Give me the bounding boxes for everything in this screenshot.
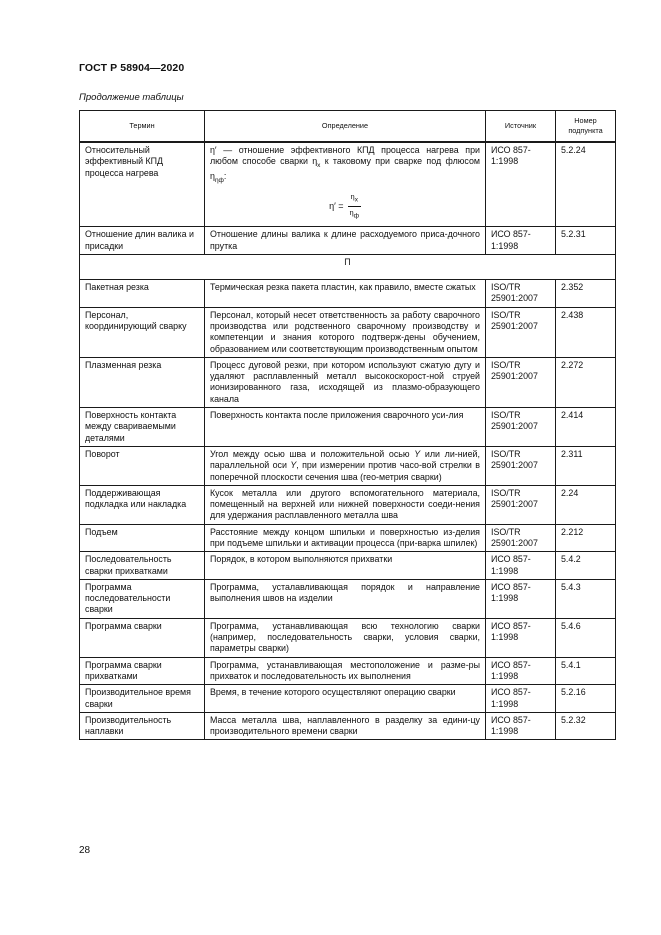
- definition-cell: Угол между осью шва и положительной осью Y или ли-нией, параллельной оси Y, при измерении против часо-вой стрелки в поперечной плоскости сечения шва (гео-метрия сварки): [205, 446, 486, 485]
- table-header-row: [80, 111, 616, 143]
- definition-cell: Время, в течение которого осуществляют операцию сварки: [205, 685, 486, 713]
- formula-numerator: $\eta_x$: [348, 192, 361, 207]
- axis-letter: Y: [414, 448, 421, 459]
- document-header: ГОСТ Р 58904—2020: [79, 62, 185, 74]
- clause-cell: 2.212: [556, 524, 616, 552]
- source-cell: ISO/TR 25901:2007: [486, 357, 556, 407]
- source-cell: ИСО 857-1:1998: [486, 618, 556, 657]
- table-caption: Продолжение таблицы: [79, 92, 184, 103]
- clause-cell: 5.4.1: [556, 657, 616, 685]
- source-cell: ИСО 857-1:1998: [486, 685, 556, 713]
- axis-letter: Y: [290, 460, 297, 471]
- table-row: [80, 712, 616, 740]
- table-row: [80, 142, 616, 227]
- source-cell: ISO/TR 25901:2007: [486, 280, 556, 308]
- source-cell: ИСО 857-1:1998: [486, 579, 556, 618]
- term-cell: Производительное время сварки: [80, 685, 205, 713]
- term-cell: Отношение длин валика и присадки: [80, 227, 205, 255]
- table-row: [80, 485, 616, 524]
- table-row: [80, 579, 616, 618]
- clause-cell: 2.272: [556, 357, 616, 407]
- source-cell: ISO/TR 25901:2007: [486, 524, 556, 552]
- clause-cell: 5.2.31: [556, 227, 616, 255]
- clause-cell: 2.414: [556, 408, 616, 447]
- source-cell: ISO/TR 25901:2007: [486, 408, 556, 447]
- definition-subscript: ηф: [214, 177, 224, 185]
- section-row: [80, 255, 616, 280]
- definition-cell: Программа, устанавливающая всю технологию сварки (например, последовательность сварки, условия сварки, параметры сварки): [205, 618, 486, 657]
- table-row: [80, 408, 616, 447]
- table-row: [80, 618, 616, 657]
- formula-lhs: η′ =: [329, 200, 344, 211]
- definition-cell: Персонал, который несет ответственность за работу сварочного производства или родственного сварочному производству и компетенции и знания которого подтверж-дены обучением, образованием или соответствующим производственным опытом: [205, 307, 486, 357]
- clause-cell: 2.24: [556, 485, 616, 524]
- source-cell: ИСО 857-1:1998: [486, 142, 556, 227]
- definition-cell: Программа, усталавливающая порядок и направление выполнения швов на изделии: [205, 579, 486, 618]
- term-cell: Программа сварки прихватками: [80, 657, 205, 685]
- source-cell: ISO/TR 25901:2007: [486, 446, 556, 485]
- table-row: [80, 657, 616, 685]
- term-cell: Подъем: [80, 524, 205, 552]
- source-cell: ISO/TR 25901:2007: [486, 485, 556, 524]
- definition-text: η′ — отношение эффективного КПД процесса нагрева при любом способе сварки η: [210, 145, 480, 167]
- column-header-clause: Номер подпункта: [556, 111, 616, 143]
- term-cell: Программа сварки: [80, 618, 205, 657]
- definition-subscript: x: [317, 162, 321, 170]
- formula-fraction: [348, 192, 361, 220]
- clause-cell: 5.2.32: [556, 712, 616, 740]
- clause-cell: 2.438: [556, 307, 616, 357]
- formula-denominator: $\eta_ф$: [349, 207, 359, 220]
- source-cell: ИСО 857-1:1998: [486, 657, 556, 685]
- table-row: [80, 307, 616, 357]
- clause-cell: 5.4.3: [556, 579, 616, 618]
- definition-cell: Термическая резка пакета пластин, как правило, вместе сжатых: [205, 280, 486, 308]
- clause-cell: 5.4.6: [556, 618, 616, 657]
- table-row: [80, 280, 616, 308]
- definition-cell: Программа, устанавливающая местоположение и разме-ры прихваток и последовательность их выполнения: [205, 657, 486, 685]
- definition-cell: Поверхность контакта после приложения сварочного уси-лия: [205, 408, 486, 447]
- definition-cell: Кусок металла или другого вспомогательного материала, помещенный на верхней или нижней поверхности соеди-нения для удержания расплавленного металла шва: [205, 485, 486, 524]
- term-cell: Поворот: [80, 446, 205, 485]
- table-row: [80, 524, 616, 552]
- column-header-term: Термин: [80, 111, 205, 143]
- definition-cell: Масса металла шва, наплавленного в разделку за едини-цу производительного времени сварки: [205, 712, 486, 740]
- term-cell: Плазменная резка: [80, 357, 205, 407]
- terms-table: [79, 110, 616, 740]
- section-letter: П: [80, 255, 616, 280]
- definition-cell: Расстояние между концом шпильки и поверхностью из-делия при подъеме шпильки и активации процесса (при-варка шпилек): [205, 524, 486, 552]
- clause-cell: 2.352: [556, 280, 616, 308]
- clause-cell: 5.2.16: [556, 685, 616, 713]
- term-cell: Поверхность контакта между свариваемыми деталями: [80, 408, 205, 447]
- column-header-definition: Определение: [205, 111, 486, 143]
- efficiency-formula: [210, 192, 480, 220]
- term-cell: Последовательность сварки прихватками: [80, 552, 205, 580]
- source-cell: ISO/TR 25901:2007: [486, 307, 556, 357]
- page-number: 28: [79, 845, 91, 856]
- term-cell: Производительность наплавки: [80, 712, 205, 740]
- definition-cell: Порядок, в котором выполняются прихватки: [205, 552, 486, 580]
- source-cell: ИСО 857-1:1998: [486, 712, 556, 740]
- table-row: [80, 552, 616, 580]
- definition-cell: Процесс дуговой резки, при котором используют сжатую дугу и удаляют расплавленный металл высокоскорост-ной струей ионизированного газа, исходящей из плазмо-образующего канала: [205, 357, 486, 407]
- table-row: [80, 357, 616, 407]
- definition-text: к таковому при сварке под флюсом η: [210, 156, 480, 182]
- definition-text: :: [223, 171, 227, 182]
- column-header-source: Источник: [486, 111, 556, 143]
- clause-cell: 5.2.24: [556, 142, 616, 227]
- term-cell: Программа последовательности сварки: [80, 579, 205, 618]
- term-cell: Поддерживающая подкладка или накладка: [80, 485, 205, 524]
- clause-cell: 2.311: [556, 446, 616, 485]
- term-cell: Персонал, координирующий сварку: [80, 307, 205, 357]
- definition-cell: Отношение длины валика к длине расходуемого приса-дочного прутка: [205, 227, 486, 255]
- source-cell: ИСО 857-1:1998: [486, 552, 556, 580]
- table-row: [80, 446, 616, 485]
- term-cell: Относительный эффективный КПД процесса нагрева: [80, 142, 205, 227]
- term-cell: Пакетная резка: [80, 280, 205, 308]
- table-row: [80, 685, 616, 713]
- source-cell: ИСО 857-1:1998: [486, 227, 556, 255]
- table-row: [80, 227, 616, 255]
- clause-cell: 5.4.2: [556, 552, 616, 580]
- definition-cell: [205, 142, 486, 227]
